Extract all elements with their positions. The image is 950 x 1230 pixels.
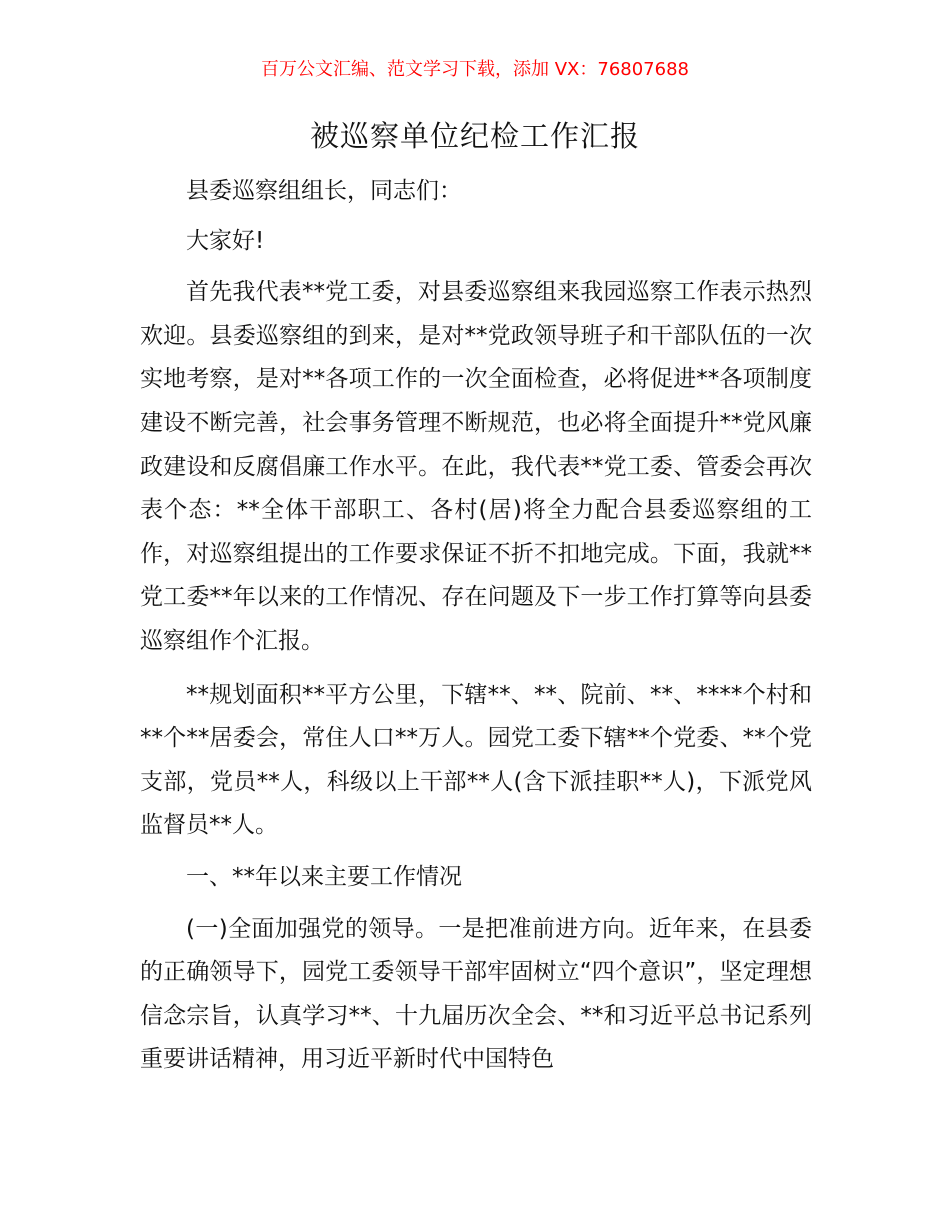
greeting: 大家好!: [186, 227, 265, 254]
document-body: [140, 170, 812, 1082]
paragraph-overview: **规划面积**平方公里，下辖**、**、院前、**、****个村和**个**居委会，常住人口**万人。园党工委下辖**个党委、**个党支部，党员**人，科级以上干部**人(含下派挂职**人)，下派党风监督员**人。: [140, 681, 812, 839]
paragraph-intro: 首先我代表**党工委，对县委巡察组来我园巡察工作表示热烈欢迎。县委巡察组的到来，是对**党政领导班子和干部队伍的一次实地考察，是对**各项工作的一次全面检查，必将促进**各项制度建设不断完善，社会事务管理不断规范，也必将全面提升**党风廉政建设和反腐倡廉工作水平。在此，我代表**党工委、管委会再次表个态：**全体干部职工、各村(居)将全力配合县委巡察组的工作，对巡察组提出的工作要求保证不折不扣地完成。下面，我就**党工委**年以来的工作情况、存在问题及下一步工作打算等向县委巡察组作个汇报。: [140, 279, 812, 654]
section-heading-1: 一、**年以来主要工作情况: [186, 863, 462, 890]
document-title: 被巡察单位纪检工作汇报: [309, 119, 640, 153]
salutation: 县委巡察组组长，同志们：: [186, 178, 462, 204]
watermark-header: 百万公文汇编、范文学习下载，添加 VX：76807688: [261, 59, 689, 80]
paragraph-section-1-1: (一)全面加强党的领导。一是把准前进方向。近年来，在县委的正确领导下，园党工委领导干部牢固树立“四个意识”，坚定理想信念宗旨，认真学习**、十九届历次全会、**和习近平总书记系列重要讲话精神，用习近平新时代中国特色: [140, 915, 812, 1073]
